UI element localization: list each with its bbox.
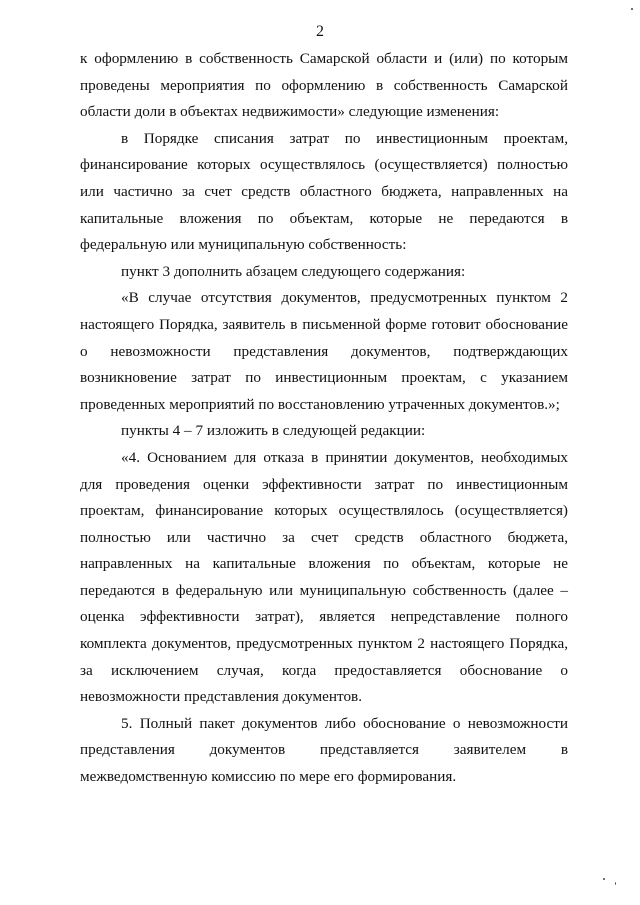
paragraph-point3-content: «В случае отсутствия документов, предусмотренных пунктом 2 настоящего Порядка, заявитель в письменной форме готовит обоснование о невозможности представления документов, подтверждающих возникновение затрат по инвестиционным проектам, с указанием проведенных мероприятий по восстановлению утраченных документов.»;	[80, 289, 568, 413]
paragraph-order-title: в Порядке списания затрат по инвестиционным проектам, финансирование которых осуществлялось (осуществляется) полностью или частично за счет средств областного бюджета, направленных на капитальные вложения по объектам, которые не передаются в федеральную или муниципальную собственность:	[80, 129, 568, 254]
page-number: 2	[316, 23, 324, 40]
paragraph-points4-7-instruction: пункты 4 – 7 изложить в следующей редакции:	[121, 422, 426, 440]
paragraph-intro: к оформлению в собственность Самарской области и (или) по которым проведены мероприятия по оформлению в собственность Самарской области доли в объектах недвижимости» следующие изменения:	[80, 50, 568, 121]
scan-speck	[603, 878, 605, 880]
paragraph-point4: «4. Основанием для отказа в принятии документов, необходимых для проведения оценки эффективности затрат по инвестиционным проектам, финансирование которых осуществлялось (осуществляется) полностью или частично за счет средств областного бюджета, направленных на капитальные вложения по объектам, которые не передаются в федеральную или муниципальную собственность (далее – оценка эффективности затрат), является непредставление полного комплекта документов, предусмотренных пунктом 2 настоящего Порядка, за исключением случая, когда предоставляется обоснование о невозможности представления документов.	[80, 448, 568, 706]
paragraph-point3-instruction: пункт 3 дополнить абзацем следующего содержания:	[121, 262, 466, 280]
document-body	[80, 46, 568, 791]
scan-speck	[631, 8, 633, 10]
scan-speck	[615, 882, 616, 885]
paragraph-point5: 5. Полный пакет документов либо обоснование о невозможности представления документов представляется заявителем в межведомственную комиссию по мере его формирования.	[80, 714, 568, 786]
